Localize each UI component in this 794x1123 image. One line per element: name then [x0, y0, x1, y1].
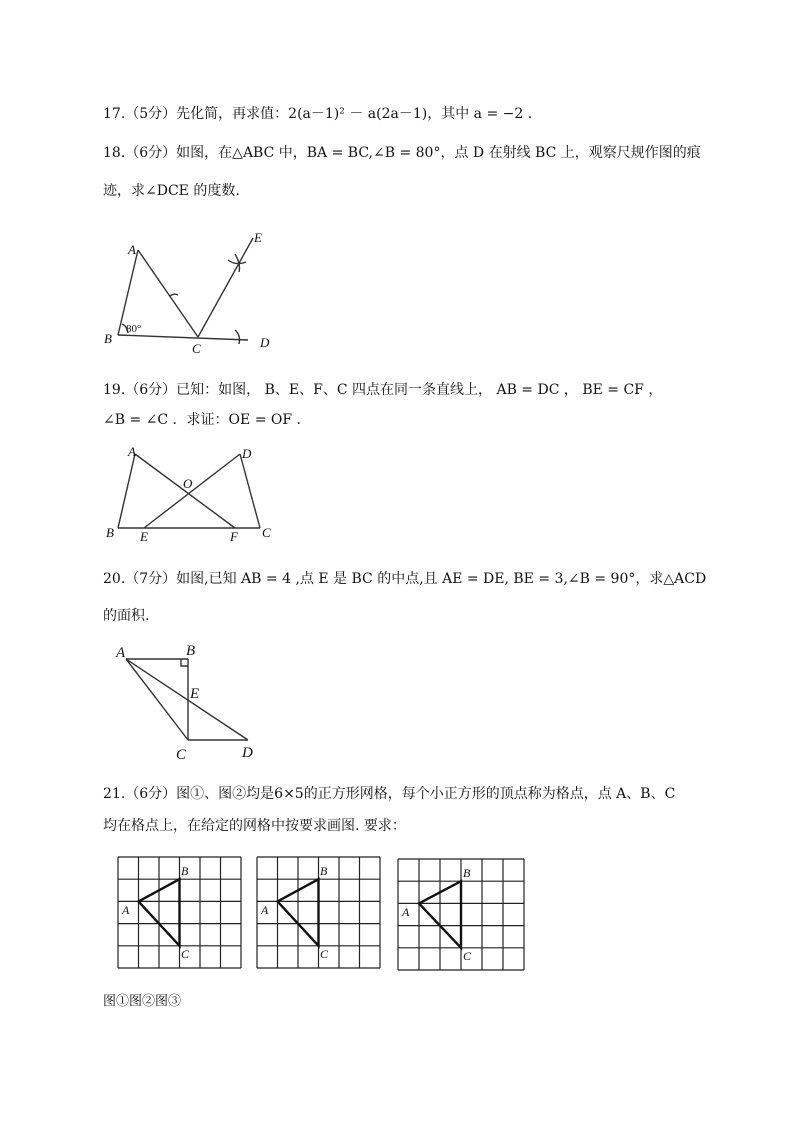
- q20-line1: 20.（7分）如图,已知 AB = 4 ,点 E 是 BC 的中点,且 AE = DE, BE = 3,∠B = 90°，求△ACD: [103, 571, 707, 587]
- q18-figure: [100, 228, 290, 356]
- seg-AF: [135, 454, 235, 528]
- label-B: B: [186, 643, 196, 659]
- label-D: D: [260, 335, 270, 350]
- label-angle-80: 80°: [126, 323, 142, 335]
- label-O: O: [183, 476, 193, 491]
- label-C: C: [176, 747, 187, 763]
- label-C: C: [262, 525, 271, 540]
- q19-line2: ∠B = ∠C ．求证：OE = OF ．: [103, 412, 311, 428]
- label-B: B: [181, 864, 189, 878]
- label-B: B: [320, 864, 328, 878]
- right-angle-mark: [181, 659, 188, 666]
- ray-BD: [118, 335, 248, 340]
- label-A: A: [122, 903, 130, 917]
- label-B: B: [463, 866, 471, 880]
- q21-line1: 21.（6分）图①、图②均是6×5的正方形网格，每个小正方形的顶点称为格点，点 A、B、C: [103, 786, 676, 802]
- ray-CE: [198, 238, 253, 337]
- grid-captions: 图①图②图③: [103, 994, 182, 1009]
- label-A: A: [128, 242, 136, 257]
- label-C: C: [181, 947, 190, 961]
- q20-figure: [112, 642, 272, 764]
- q19-figure: [100, 444, 280, 544]
- grid-figure-1: [117, 856, 243, 970]
- label-E: E: [140, 529, 148, 544]
- grid-figure-3: [397, 858, 525, 972]
- seg-AC: [126, 659, 188, 740]
- label-A: A: [261, 903, 269, 917]
- label-B: B: [104, 331, 112, 346]
- label-D: D: [242, 446, 252, 461]
- seg-DE: [144, 454, 240, 528]
- q20-line2: 的面积.: [103, 608, 150, 624]
- arc-mark-1: [170, 294, 178, 296]
- label-D: D: [242, 745, 253, 761]
- arc-mark-4: [235, 330, 240, 344]
- label-F: F: [230, 529, 238, 544]
- label-B: B: [106, 525, 114, 540]
- q18-line2: 迹，求∠DCE 的度数.: [103, 183, 240, 199]
- seg-AC: [138, 250, 198, 337]
- label-C: C: [320, 947, 329, 961]
- seg-DC: [240, 454, 260, 528]
- q19-line1: 19.（6分）已知：如图， B、E、F、C 四点在同一条直线上， AB = DC ， BE = CF ，: [103, 382, 663, 398]
- arc-mark-2: [228, 260, 246, 264]
- label-A: A: [402, 905, 410, 919]
- label-E: E: [190, 686, 200, 702]
- label-A: A: [128, 444, 136, 459]
- q21-line2: 均在格点上，在给定的网格中按要求画图. 要求：: [103, 818, 406, 834]
- q18-line1: 18.（6分）如图，在△ABC 中，BA = BC,∠B = 80°，点 D 在射线 BC 上，观察尺规作图的痕: [103, 145, 701, 161]
- label-E: E: [254, 230, 262, 245]
- grid-figure-2: [256, 856, 382, 970]
- label-A: A: [116, 645, 126, 661]
- seg-AB: [118, 454, 135, 528]
- seg-AD: [126, 659, 248, 740]
- q17-text: 17.（5分）先化简，再求值：2(a－1)² － a(2a－1)，其中 a = −2 .: [103, 106, 533, 122]
- label-C: C: [192, 341, 201, 356]
- label-C: C: [463, 949, 472, 963]
